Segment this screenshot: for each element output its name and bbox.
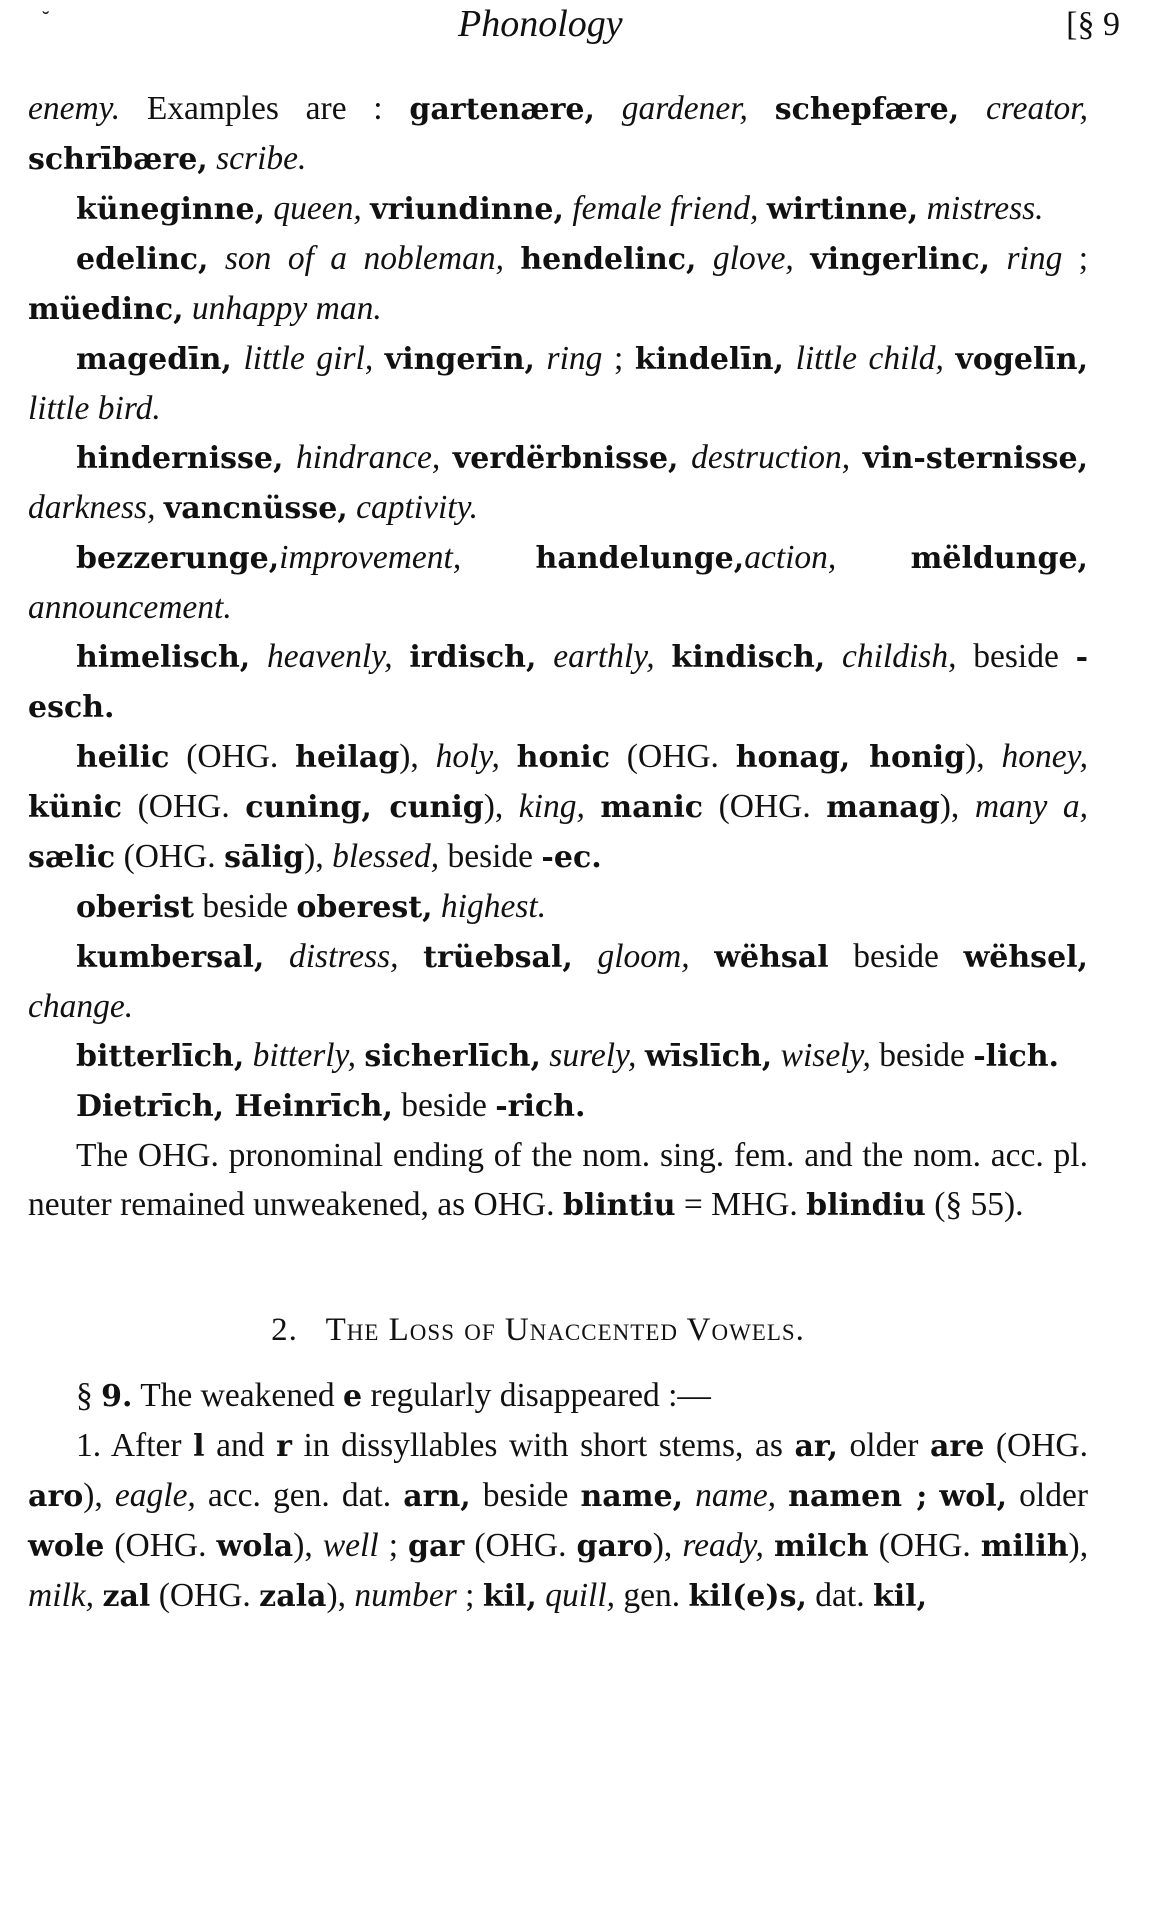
headword: e: [342, 1379, 363, 1414]
text-run: ),: [965, 738, 1002, 775]
text-run: [927, 1477, 939, 1514]
paragraph: [28, 932, 1088, 1031]
headword: hindernisse,: [76, 441, 284, 476]
gloss: creator,: [985, 90, 1089, 127]
text-run: gen.: [615, 1577, 689, 1614]
text-run: §: [76, 1377, 102, 1414]
text-run: ),: [939, 788, 975, 825]
headword: wol,: [939, 1479, 1008, 1514]
headword: 9.: [101, 1379, 133, 1414]
headword: -lich.: [973, 1039, 1060, 1074]
headword: wīslīch,: [644, 1039, 773, 1074]
headword: kindisch,: [671, 640, 826, 675]
section-number: 2.: [271, 1312, 298, 1348]
text-run: beside: [870, 1037, 974, 1074]
paragraph: [28, 234, 1088, 334]
headword: heilag: [295, 740, 400, 775]
text-run: [679, 439, 692, 476]
text-run: [794, 240, 810, 277]
running-title: Phonology: [458, 3, 623, 45]
headword: ar,: [794, 1429, 838, 1464]
gloss: change.: [28, 988, 134, 1025]
text-run: (OHG.: [122, 788, 246, 825]
headword: sālig: [224, 840, 305, 875]
text-run: [683, 1477, 695, 1514]
headword: blindiu: [806, 1188, 926, 1223]
paragraph: [28, 1031, 1088, 1081]
headword: kil,: [872, 1579, 928, 1614]
headword: wole: [28, 1529, 105, 1564]
headword: honag, honig: [735, 740, 966, 775]
headword: -ec.: [541, 840, 602, 875]
headword: wëhsal: [714, 940, 829, 975]
text-run: and: [204, 1427, 277, 1464]
text-run: dat.: [806, 1577, 873, 1614]
text-run: in dissyllables with short stems, as: [291, 1427, 795, 1464]
paragraph: [28, 1131, 1088, 1230]
text-run: [836, 539, 910, 576]
headword: vingerīn,: [384, 342, 535, 377]
headword: milih: [980, 1529, 1069, 1564]
gloss: highest.: [440, 888, 547, 925]
text-run: [764, 1527, 774, 1564]
text-run: [373, 340, 385, 377]
headword: arn,: [403, 1479, 471, 1514]
text-run: [748, 90, 775, 127]
text-run: [696, 240, 712, 277]
text-run: [283, 439, 296, 476]
headword: vogelīn,: [955, 342, 1089, 377]
headword: manag: [826, 790, 940, 825]
page-body: [28, 84, 1088, 1621]
headword: bezzerunge,: [76, 541, 280, 576]
running-header: [28, 0, 1118, 70]
text-run: beside: [439, 838, 542, 875]
headword: manic: [600, 790, 704, 825]
headword: oberest,: [296, 890, 433, 925]
text-run: (OHG.: [703, 788, 827, 825]
text-run: [264, 938, 289, 975]
text-run: [990, 240, 1006, 277]
text-run: [776, 1477, 788, 1514]
headword: gartenære,: [409, 92, 595, 127]
gloss: ring: [546, 340, 603, 377]
gloss: little bird.: [28, 390, 161, 427]
text-run: The weakened: [132, 1377, 343, 1414]
text-run: [585, 788, 601, 825]
headword: wirtinne,: [766, 192, 919, 227]
text-run: (OHG.: [609, 738, 736, 775]
paragraph: [28, 882, 1088, 932]
text-run: [155, 489, 163, 526]
gloss: distress,: [289, 938, 399, 975]
headword: edelinc,: [76, 242, 209, 277]
headword: kil,: [482, 1579, 537, 1614]
paragraph: [28, 732, 1088, 882]
headword: müedinc,: [28, 292, 184, 327]
text-run: ;: [456, 1577, 483, 1614]
gloss: blessed,: [332, 838, 440, 875]
headword: küneginne,: [76, 192, 266, 227]
text-run: (OHG.: [868, 1527, 981, 1564]
headword: bitterlīch,: [76, 1039, 245, 1074]
text-run: ),: [1068, 1527, 1089, 1564]
text-run: ),: [399, 738, 436, 775]
text-run: ),: [83, 1477, 115, 1514]
headword: kindelīn,: [634, 342, 784, 377]
text-run: ;: [378, 1527, 409, 1564]
gloss: milk,: [28, 1577, 95, 1614]
gloss: ready,: [682, 1527, 764, 1564]
headword: trüebsal,: [423, 940, 573, 975]
headword: gar: [408, 1529, 465, 1564]
text-run: [850, 439, 863, 476]
text-run: ;: [1062, 240, 1089, 277]
text-run: [348, 489, 356, 526]
headword: -esch.: [28, 640, 1089, 725]
headword: are: [929, 1429, 985, 1464]
text-run: older: [1007, 1477, 1089, 1514]
gloss: enemy.: [28, 90, 121, 127]
headword: -rich.: [495, 1089, 586, 1124]
text-run: ),: [304, 838, 333, 875]
text-run: (OHG.: [104, 1527, 217, 1564]
text-run: ),: [483, 788, 519, 825]
gloss: scribe.: [216, 140, 307, 177]
gloss: holy,: [435, 738, 500, 775]
gloss: announcement.: [28, 589, 232, 626]
headword: magedīn,: [76, 342, 232, 377]
text-run: Examples are :: [120, 90, 410, 127]
text-run: [944, 340, 956, 377]
text-run: [461, 539, 535, 576]
gloss: little girl,: [243, 340, 374, 377]
paragraph: [28, 1081, 1088, 1131]
headword: cuning, cunig: [245, 790, 484, 825]
gloss: childish,: [842, 638, 957, 675]
gloss: heavenly,: [267, 638, 393, 675]
text-run: [393, 638, 410, 675]
gloss: number: [354, 1577, 457, 1614]
text-run: [758, 190, 766, 227]
text-run: = MHG.: [675, 1186, 807, 1223]
gloss: female friend,: [572, 190, 759, 227]
text-run: [918, 190, 926, 227]
paragraph: [28, 1421, 1088, 1621]
headword: milch: [773, 1529, 869, 1564]
text-run: acc. gen. dat.: [195, 1477, 404, 1514]
text-run: [250, 638, 267, 675]
text-run: 1. After: [76, 1427, 194, 1464]
text-run: [655, 638, 672, 675]
text-run: [244, 1037, 252, 1074]
text-run: beside: [470, 1477, 581, 1514]
headword: kil(e)s,: [688, 1579, 807, 1614]
text-run: [535, 340, 547, 377]
headword: sælic: [28, 840, 116, 875]
headword: garo: [576, 1529, 653, 1564]
gloss: bitterly,: [252, 1037, 356, 1074]
text-run: ),: [293, 1527, 323, 1564]
gloss: surely,: [549, 1037, 637, 1074]
paragraph: [28, 632, 1088, 732]
text-run: [184, 290, 192, 327]
gloss: well: [322, 1527, 379, 1564]
headword: blintiu: [562, 1188, 676, 1223]
text-run: regularly disappeared :—: [362, 1377, 711, 1414]
text-run: [536, 638, 553, 675]
headword: zal: [102, 1579, 151, 1614]
headword: zala: [259, 1579, 327, 1614]
headword: schepfære,: [774, 92, 960, 127]
headword: irdisch,: [409, 640, 537, 675]
headword: himelisch,: [76, 640, 251, 675]
headword: aro: [28, 1479, 84, 1514]
headword: sicherlīch,: [364, 1039, 541, 1074]
headword: künic: [28, 790, 123, 825]
text-run: [784, 340, 796, 377]
text-run: beside: [828, 938, 964, 975]
gloss: unhappy man.: [191, 290, 382, 327]
text-run: The OHG. pronominal ending of the nom. sing. fem. and the nom. acc. pl. neuter remained unweakened, as OHG.: [28, 1137, 1088, 1223]
gloss: gloom,: [597, 938, 690, 975]
gloss: name,: [695, 1477, 777, 1514]
headword: hendelinc,: [520, 242, 697, 277]
gloss: ring: [1006, 240, 1063, 277]
gloss: quill,: [545, 1577, 616, 1614]
section-heading: [28, 1312, 1088, 1349]
text-run: (OHG.: [464, 1527, 577, 1564]
headword: verdërbnisse,: [452, 441, 679, 476]
paragraph: [28, 334, 1088, 433]
gloss: darkness,: [28, 489, 156, 526]
gloss: earthly,: [553, 638, 655, 675]
text-run: [825, 638, 842, 675]
text-run: [595, 90, 622, 127]
gloss: glove,: [712, 240, 794, 277]
headword: Dietrīch, Heinrīch,: [76, 1089, 393, 1124]
gloss: honey,: [1001, 738, 1089, 775]
headword: vin-sternisse,: [862, 441, 1089, 476]
gloss: son of a nobleman,: [224, 240, 504, 277]
text-run: [500, 738, 517, 775]
gloss: eagle,: [114, 1477, 196, 1514]
headword: wëhsel,: [963, 940, 1088, 975]
text-run: (OHG.: [169, 738, 296, 775]
headword: vancnüsse,: [163, 491, 348, 526]
text-run: [433, 888, 441, 925]
gloss: captivity.: [356, 489, 478, 526]
headword: wola: [216, 1529, 294, 1564]
headword: vingerlinc,: [810, 242, 991, 277]
headword: honic: [516, 740, 610, 775]
text-run: beside: [392, 1087, 496, 1124]
gloss: action,: [744, 539, 837, 576]
paragraph: [28, 533, 1088, 632]
text-run: beside: [194, 888, 297, 925]
gloss: destruction,: [691, 439, 851, 476]
section-body: [28, 1371, 1088, 1621]
headword: name,: [580, 1479, 684, 1514]
text-run: [504, 240, 520, 277]
text-run: [772, 1037, 780, 1074]
text-run: [573, 938, 598, 975]
text-run: [399, 938, 424, 975]
examples-list: [28, 84, 1088, 1230]
headword: vriundinne,: [370, 192, 564, 227]
text-run: [959, 90, 986, 127]
gloss: queen,: [273, 190, 362, 227]
header-mark: ˘: [42, 6, 50, 31]
paragraph: [28, 84, 1088, 184]
paragraph: [28, 433, 1088, 533]
gloss: gardener,: [621, 90, 748, 127]
text-run: [636, 1037, 644, 1074]
section-reference: [§ 9: [1066, 6, 1120, 43]
text-run: older: [837, 1427, 930, 1464]
gloss: little child,: [795, 340, 944, 377]
gloss: many a,: [974, 788, 1089, 825]
text-run: [362, 190, 370, 227]
text-run: (§ 55).: [925, 1186, 1024, 1223]
headword: oberist: [76, 890, 195, 925]
headword: namen ;: [788, 1479, 928, 1514]
gloss: king,: [518, 788, 585, 825]
text-run: (OHG.: [150, 1577, 260, 1614]
headword: mëldunge,: [910, 541, 1088, 576]
headword: handelunge,: [535, 541, 745, 576]
headword: kumbersal,: [76, 940, 265, 975]
gloss: hindrance,: [296, 439, 441, 476]
headword: heilic: [76, 740, 170, 775]
headword: l: [193, 1429, 205, 1464]
gloss: mistress.: [926, 190, 1044, 227]
text-run: ),: [326, 1577, 355, 1614]
text-run: [690, 938, 715, 975]
text-run: [208, 140, 216, 177]
gloss: improvement,: [279, 539, 462, 576]
text-run: (OHG.: [984, 1427, 1088, 1464]
headword: r: [276, 1429, 292, 1464]
text-run: (OHG.: [115, 838, 225, 875]
text-run: beside: [956, 638, 1076, 675]
text-run: ;: [602, 340, 635, 377]
section-title: The Loss of Unaccented Vowels.: [325, 1312, 805, 1348]
gloss: wisely,: [780, 1037, 871, 1074]
text-run: ),: [652, 1527, 683, 1564]
paragraph: [28, 184, 1088, 234]
paragraph: [28, 1371, 1088, 1421]
text-run: [537, 1577, 545, 1614]
text-run: [440, 439, 453, 476]
headword: schrībære,: [28, 142, 208, 177]
text-run: [232, 340, 244, 377]
text-run: [208, 240, 224, 277]
